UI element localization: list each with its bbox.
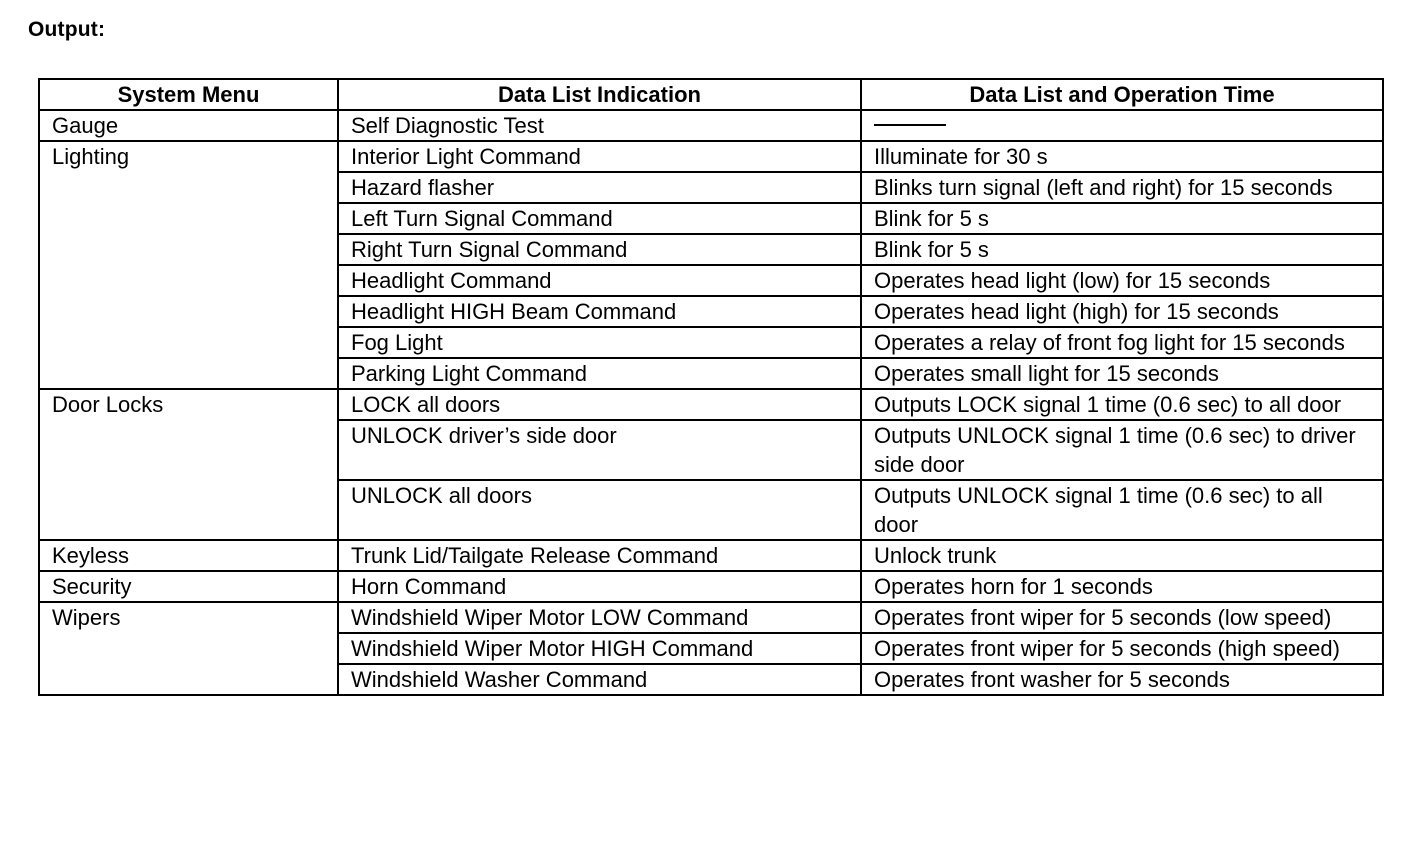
system-menu-cell: Keyless	[39, 540, 338, 571]
table-row	[39, 389, 1383, 420]
indication-cell: Interior Light Command	[338, 141, 861, 172]
indication-cell: Headlight Command	[338, 265, 861, 296]
indication-cell: Trunk Lid/Tailgate Release Command	[338, 540, 861, 571]
operation-cell: Operates head light (low) for 15 seconds	[861, 265, 1383, 296]
table-row	[39, 110, 1383, 141]
indication-cell: LOCK all doors	[338, 389, 861, 420]
header-data-list-operation-time: Data List and Operation Time	[861, 79, 1383, 110]
operation-cell: Operates head light (high) for 15 seconds	[861, 296, 1383, 327]
indication-cell: Hazard flasher	[338, 172, 861, 203]
table-row	[39, 602, 1383, 633]
operation-cell: Operates a relay of front fog light for 15 seconds	[861, 327, 1383, 358]
operation-cell: Outputs LOCK signal 1 time (0.6 sec) to all door	[861, 389, 1383, 420]
indication-cell: Windshield Washer Command	[338, 664, 861, 695]
operation-cell: Unlock trunk	[861, 540, 1383, 571]
operation-cell: Blink for 5 s	[861, 234, 1383, 265]
system-menu-cell: Door Locks	[39, 389, 338, 540]
system-menu-cell: Lighting	[39, 141, 338, 389]
operation-cell	[861, 110, 1383, 141]
table-row	[39, 540, 1383, 571]
operation-cell: Operates front wiper for 5 seconds (low speed)	[861, 602, 1383, 633]
table-header-row	[39, 79, 1383, 110]
operation-cell: Blink for 5 s	[861, 203, 1383, 234]
operation-cell: Operates horn for 1 seconds	[861, 571, 1383, 602]
indication-cell: Windshield Wiper Motor HIGH Command	[338, 633, 861, 664]
empty-dash	[874, 124, 946, 126]
indication-cell: UNLOCK all doors	[338, 480, 861, 540]
system-menu-cell: Wipers	[39, 602, 338, 695]
table-row	[39, 571, 1383, 602]
system-menu-cell: Gauge	[39, 110, 338, 141]
output-table	[38, 78, 1384, 696]
table-row	[39, 141, 1383, 172]
operation-cell: Operates small light for 15 seconds	[861, 358, 1383, 389]
indication-cell: Right Turn Signal Command	[338, 234, 861, 265]
indication-cell: Self Diagnostic Test	[338, 110, 861, 141]
indication-cell: Headlight HIGH Beam Command	[338, 296, 861, 327]
operation-cell: Illuminate for 30 s	[861, 141, 1383, 172]
indication-cell: Windshield Wiper Motor LOW Command	[338, 602, 861, 633]
operation-cell: Blinks turn signal (left and right) for 15 seconds	[861, 172, 1383, 203]
operation-cell: Outputs UNLOCK signal 1 time (0.6 sec) to driver side door	[861, 420, 1383, 480]
indication-cell: Left Turn Signal Command	[338, 203, 861, 234]
indication-cell: UNLOCK driver’s side door	[338, 420, 861, 480]
operation-cell: Operates front washer for 5 seconds	[861, 664, 1383, 695]
header-system-menu: System Menu	[39, 79, 338, 110]
indication-cell: Fog Light	[338, 327, 861, 358]
system-menu-cell: Security	[39, 571, 338, 602]
indication-cell: Horn Command	[338, 571, 861, 602]
operation-cell: Operates front wiper for 5 seconds (high speed)	[861, 633, 1383, 664]
indication-cell: Parking Light Command	[338, 358, 861, 389]
section-heading: Output:	[28, 18, 106, 41]
header-data-list-indication: Data List Indication	[338, 79, 861, 110]
operation-cell: Outputs UNLOCK signal 1 time (0.6 sec) to all door	[861, 480, 1383, 540]
